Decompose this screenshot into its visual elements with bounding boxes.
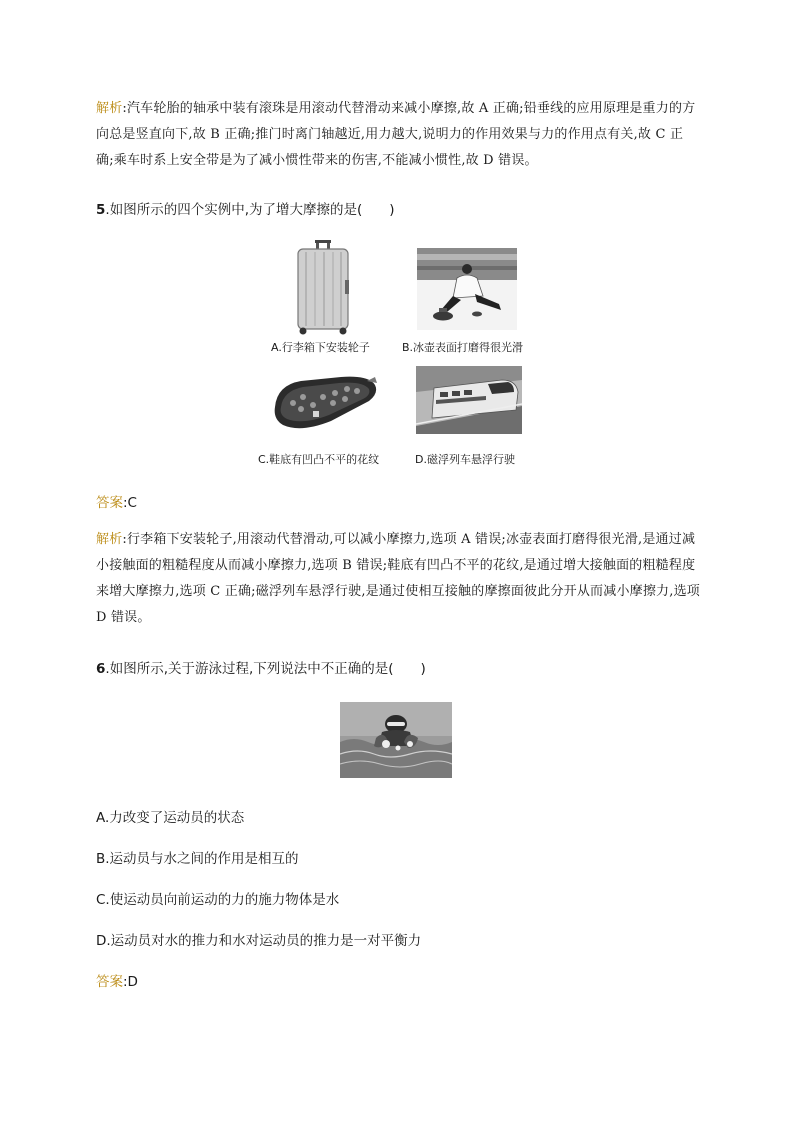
caption-c: C.鞋底有凹凸不平的花纹 <box>258 453 380 466</box>
option-a: A.力改变了运动员的状态 <box>96 810 245 826</box>
swimmer-image <box>340 702 452 778</box>
question-5 <box>96 198 395 218</box>
analysis-text: :汽车轮胎的轴承中装有滚珠是用滚动代替滑动来减小摩擦,故 A 正确;铅垂线的应用原理是重力的方向总是竖直向下,故 B 正确;推门时离门轴越近,用力越大,说明力的作用效果与力的作用点有关,故 C 正确;乘车时系上安全带是为了减小惯性带来的伤害,不能减小惯性,故 D 错误。 <box>96 101 696 168</box>
answer-label: 答案 <box>96 974 123 990</box>
analysis-paragraph-2 <box>96 527 700 631</box>
curling-image <box>417 248 517 330</box>
answer-value: :D <box>123 974 138 990</box>
analysis-paragraph-1 <box>96 96 700 174</box>
answer-label: 答案 <box>96 495 123 511</box>
answer-q5 <box>96 491 137 511</box>
answer-value: :C <box>123 495 137 511</box>
question-6 <box>96 657 426 677</box>
suitcase-image <box>290 240 354 336</box>
analysis-label: 解析 <box>96 101 123 116</box>
option-d: D.运动员对水的推力和水对运动员的推力是一对平衡力 <box>96 933 422 949</box>
option-c: C.使运动员向前运动的力的施力物体是水 <box>96 892 340 908</box>
question-number: 6 <box>96 661 106 677</box>
caption-a: A.行李箱下安装轮子 <box>271 341 370 354</box>
analysis-text: :行李箱下安装轮子,用滚动代替滑动,可以减小摩擦力,选项 A 错误;冰壶表面打磨得很光滑,是通过减小接触面的粗糙程度从而减小摩擦力,选项 B 错误;鞋底有凹凸不平的花纹,是通过增大接触面的粗糙程度来增大摩擦力,选项 C 正确;磁浮列车悬浮行驶,是通过使相互接触的摩擦面彼此分开从而减小摩擦力,选项 D 错误。 <box>96 532 700 625</box>
shoe-sole-image <box>271 371 381 433</box>
question-text: .如图所示的四个实例中,为了增大摩擦的是( ) <box>105 202 395 218</box>
question-number: 5 <box>96 202 106 218</box>
maglev-train-image <box>416 366 522 434</box>
answer-q6 <box>96 970 138 990</box>
option-b: B.运动员与水之间的作用是相互的 <box>96 851 299 867</box>
caption-b: B.冰壶表面打磨得很光滑 <box>402 341 524 354</box>
caption-d: D.磁浮列车悬浮行驶 <box>415 453 515 466</box>
question-text: .如图所示,关于游泳过程,下列说法中不正确的是( ) <box>105 661 426 677</box>
analysis-label: 解析 <box>96 532 123 547</box>
